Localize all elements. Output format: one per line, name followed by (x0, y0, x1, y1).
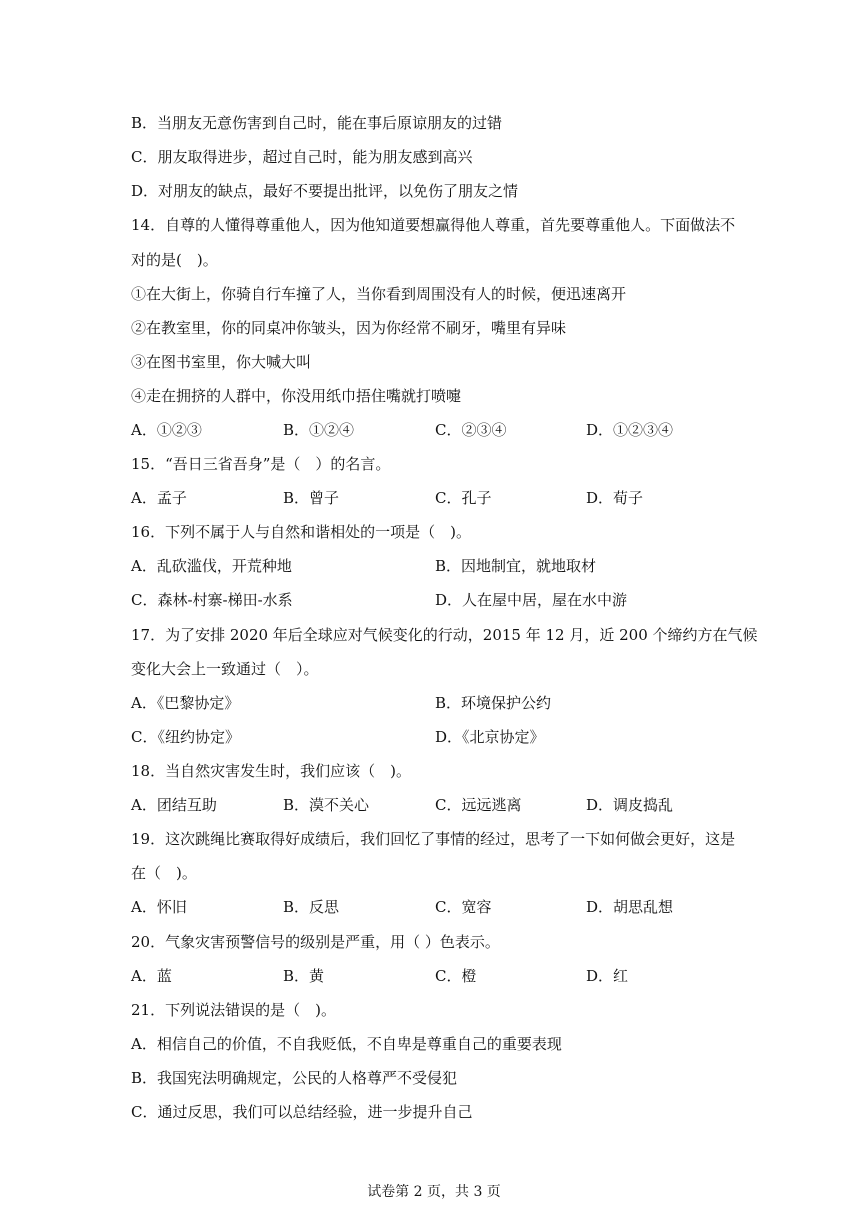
q16-stem: 16．下列不属于人与自然和谐相处的一项是（ )。 (131, 523, 471, 541)
q13-option-d: D．对朋友的缺点，最好不要提出批评，以免伤了朋友之情 (131, 182, 519, 200)
q21-option-a: A．相信自己的价值，不自我贬低，不自卑是尊重自己的重要表现 (131, 1035, 562, 1053)
q19-stem-line1: 19．这次跳绳比赛取得好成绩后，我们回忆了事情的经过，思考了一下如何做会更好，这是 (131, 830, 736, 848)
q20-option-b: B．黄 (283, 967, 325, 985)
q16-option-c: C．森林-村寨-梯田-水系 (131, 591, 293, 609)
q20-option-a: A．蓝 (131, 967, 172, 985)
q16-option-b: B．因地制宜，就地取材 (435, 557, 597, 575)
q14-item-3: ③在图书室里，你大喊大叫 (131, 353, 312, 371)
q15-option-d: D．荀子 (586, 489, 644, 507)
q14-item-1: ①在大街上，你骑自行车撞了人，当你看到周围没有人的时候，便迅速离开 (131, 285, 627, 303)
q20-option-c: C．橙 (435, 967, 477, 985)
q14-option-d: D．①②③④ (586, 421, 674, 439)
q17-option-d: D．《北京协定》 (435, 728, 545, 746)
q17-stem-line2: 变化大会上一致通过（ ）。 (131, 660, 319, 678)
q13-option-b: B．当朋友无意伤害到自己时，能在事后原谅朋友的过错 (131, 114, 503, 132)
q14-stem-line1: 14．自尊的人懂得尊重他人，因为他知道要想赢得他人尊重，首先要尊重他人。下面做法不 (131, 216, 736, 234)
q17-option-c: C．《纽约协定》 (131, 728, 240, 746)
q15-option-c: C．孔子 (435, 489, 492, 507)
q20-stem: 20．气象灾害预警信号的级别是严重，用（ ）色表示。 (131, 933, 500, 951)
q14-item-4: ④走在拥挤的人群中，你没用纸巾捂住嘴就打喷嚏 (131, 387, 462, 405)
q19-option-a: A．怀旧 (131, 898, 187, 916)
q16-option-d: D．人在屋中居，屋在水中游 (435, 591, 628, 609)
q19-option-b: B．反思 (283, 898, 340, 916)
q19-option-d: D．胡思乱想 (586, 898, 674, 916)
q15-option-b: B．曾子 (283, 489, 340, 507)
q17-stem-line1: 17．为了安排 2020 年后全球应对气候变化的行动，2015 年 12 月，近 200 个缔约方在气候 (131, 626, 758, 644)
q14-stem-line2: 对的是( )。 (131, 251, 218, 269)
q21-stem: 21．下列说法错误的是（ )。 (131, 1001, 336, 1019)
q14-option-b: B．①②④ (283, 421, 355, 439)
q18-option-a: A．团结互助 (131, 796, 217, 814)
q14-option-c: C．②③④ (435, 421, 507, 439)
q14-item-2: ②在教室里，你的同桌冲你皱头，因为你经常不刷牙，嘴里有异味 (131, 319, 567, 337)
q15-option-a: A．孟子 (131, 489, 187, 507)
q18-option-d: D．调皮捣乱 (586, 796, 674, 814)
q19-stem-line2: 在（ )。 (131, 864, 197, 882)
q18-option-c: C．远远逃离 (435, 796, 522, 814)
q16-option-a: A．乱砍滥伐，开荒种地 (131, 557, 292, 575)
q13-option-c: C．朋友取得进步，超过自己时，能为朋友感到高兴 (131, 148, 473, 166)
q18-stem: 18．当自然灾害发生时，我们应该（ )。 (131, 762, 411, 780)
q15-stem: 15．“吾日三省吾身”是（ ）的名言。 (131, 455, 391, 473)
q20-option-d: D．红 (586, 967, 629, 985)
q17-option-a: A．《巴黎协定》 (131, 694, 240, 712)
page-footer: 试卷第 2 页，共 3 页 (367, 1184, 501, 1200)
q18-option-b: B．漠不关心 (283, 796, 370, 814)
q17-option-b: B．环境保护公约 (435, 694, 552, 712)
q21-option-b: B．我国宪法明确规定，公民的人格尊严不受侵犯 (131, 1069, 458, 1087)
q19-option-c: C．宽容 (435, 898, 492, 916)
q21-option-c: C．通过反思，我们可以总结经验，进一步提升自己 (131, 1103, 473, 1121)
q14-option-a: A．①②③ (131, 421, 202, 439)
